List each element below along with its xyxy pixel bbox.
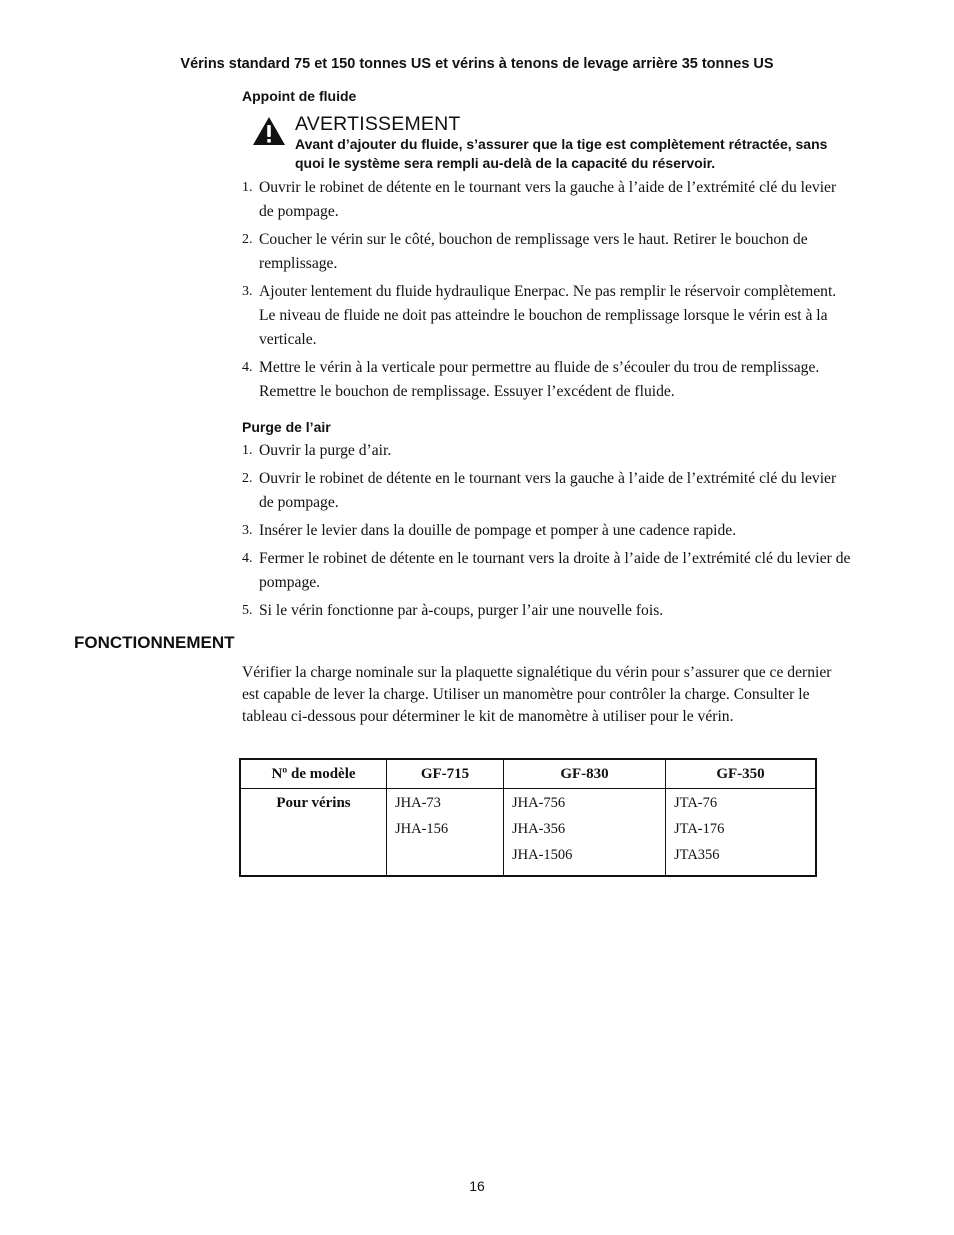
table-header-cell: GF-715 — [387, 759, 504, 789]
model-entry: JTA356 — [674, 847, 720, 863]
table-header-row — [240, 759, 816, 789]
model-entry: JHA-1506 — [512, 847, 573, 863]
step-text: Ouvrir la purge d’air. — [259, 442, 392, 459]
purge-heading: Purge de l’air — [242, 419, 331, 435]
step-text: Si le vérin fonctionne par à-coups, purger l’air une nouvelle fois. — [259, 602, 664, 619]
row-label-cell: Pour vérins — [276, 795, 351, 811]
step-text: Ouvrir le robinet de détente en le tournant vers la gauche à l’aide de l’extrémité clé du levier de pompage. — [259, 470, 837, 511]
section-title: FONCTIONNEMENT — [74, 633, 235, 652]
gauge-kit-table — [239, 758, 817, 877]
purge-steps-list — [242, 439, 852, 627]
step-text: Mettre le vérin à la verticale pour permettre au fluide de s’écouler du trou de remplissage. Remettre le bouchon de remplissage. Essuyer l’excédent de fluide. — [259, 359, 820, 400]
fill-heading: Appoint de fluide — [242, 88, 357, 104]
list-item — [242, 356, 852, 404]
list-item — [242, 519, 852, 543]
step-number: 5. — [242, 603, 253, 618]
table-cell — [666, 789, 817, 877]
table-cell — [504, 789, 666, 877]
model-entry: JTA-176 — [674, 821, 725, 837]
warning-title: AVERTISSEMENT — [295, 113, 461, 135]
list-item — [242, 599, 852, 623]
step-text: Insérer le levier dans la douille de pompage et pomper à une cadence rapide. — [259, 522, 737, 539]
operation-intro: Vérifier la charge nominale sur la plaquette signalétique du vérin pour s’assurer que ce dernier est capable de lever la charge. Utiliser un manomètre pour contrôler la charge. Consulter le tableau ci-dessous pour déterminer le kit de manomètre à utiliser pour le vérin. — [242, 664, 832, 725]
step-text: Fermer le robinet de détente en le tournant vers la droite à l’aide de l’extrémité clé du levier de pompage. — [259, 550, 851, 591]
warning-text: Avant d’ajouter du fluide, s’assurer que la tige est complètement rétractée, sans quoi le système sera rempli au-delà de la capacité du réservoir. — [295, 136, 828, 171]
list-item — [242, 280, 852, 352]
model-entry: JHA-356 — [512, 821, 566, 837]
step-text: Ouvrir le robinet de détente en le tournant vers la gauche à l’aide de l’extrémité clé du levier de pompage. — [259, 179, 837, 220]
step-number: 1. — [242, 180, 253, 195]
page-number: 16 — [469, 1178, 485, 1194]
step-number: 2. — [242, 471, 253, 486]
table-row — [240, 789, 816, 877]
step-number: 3. — [242, 523, 253, 538]
list-item — [242, 547, 852, 595]
list-item — [242, 228, 852, 276]
table-header-cell: GF-350 — [666, 759, 817, 789]
list-item — [242, 467, 852, 515]
step-text: Coucher le vérin sur le côté, bouchon de remplissage vers le haut. Retirer le bouchon de remplissage. — [259, 231, 808, 272]
fill-steps-list — [242, 176, 852, 408]
list-item — [242, 176, 852, 224]
list-item — [242, 439, 852, 463]
step-number: 1. — [242, 443, 253, 458]
model-entry: JHA-756 — [512, 795, 566, 811]
warning-triangle-icon — [252, 116, 286, 146]
step-number: 3. — [242, 284, 253, 299]
step-text: Ajouter lentement du fluide hydraulique Enerpac. Ne pas remplir le réservoir complètement. Le niveau de fluide ne doit pas atteindre le bouchon de remplissage lorsque le vérin est à la verticale. — [259, 283, 837, 348]
step-number: 4. — [242, 551, 253, 566]
table-header-cell: Nº de modèle — [240, 759, 387, 789]
page-header: Vérins standard 75 et 150 tonnes US et vérins à tenons de levage arrière 35 tonnes US — [180, 56, 774, 72]
model-entry: JHA-156 — [395, 821, 449, 837]
table-cell — [387, 789, 504, 877]
table-header-cell: GF-830 — [504, 759, 666, 789]
model-entry: JHA-73 — [395, 795, 441, 811]
model-entry: JTA-76 — [674, 795, 718, 811]
step-number: 4. — [242, 360, 253, 375]
step-number: 2. — [242, 232, 253, 247]
